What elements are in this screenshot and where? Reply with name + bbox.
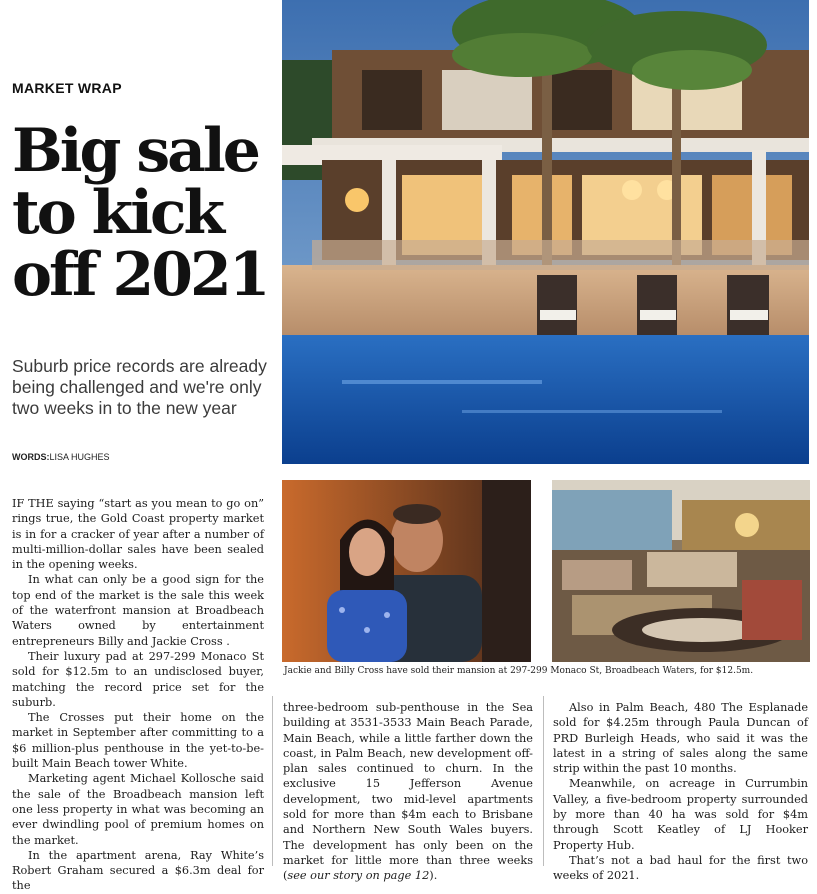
couple-photo [282, 480, 531, 662]
paragraph: The Crosses put their home on the market in September after committing to a $6 million-plus penthouse in the yet-to-be-built Main Beach tower White. [12, 711, 264, 771]
paragraph [283, 700, 533, 884]
interior-photo [552, 480, 810, 662]
headline [12, 116, 280, 310]
headline-line: off 2021 [12, 240, 268, 310]
byline [12, 452, 110, 462]
paragraph: Also in Palm Beach, 480 The Esplanade sold for $4.25m through Paula Duncan of PRD Burleigh Heads, who said it was the latest in a string of sales along the same strip within the past 10 months. [553, 701, 808, 776]
photo-caption: Jackie and Billy Cross have sold their mansion at 297-299 Monaco St, Broadbeach Waters, for $12.5m. [284, 666, 754, 676]
section-kicker: MARKET WRAP [12, 80, 122, 96]
hero-photo [282, 0, 809, 464]
paragraph: That’s not a bad haul for the first two weeks of 2021. [553, 853, 808, 883]
couple-portrait-image [282, 480, 531, 662]
body-column-3 [553, 700, 808, 884]
paragraph-text: three-bedroom sub-penthouse in the Sea building at 3531-3533 Main Beach Parade, Main Beach, while a little farther down the coast, in Palm Beach, new development off-plan sales continued to churn. In the exclusive 15 Jefferson Avenue development, two mid-level apartments sold for more than $4m each to Brisbane and Northern New South Wales buyers. The development has only been on the market for little more than three weeks ( [283, 701, 533, 883]
paragraph: IF THE saying “start as you mean to go on” rings true, the Gold Coast property market is in for a cracker of year after a number of multi-million-dollar sales have been sealed in the opening weeks. [12, 497, 264, 572]
paragraph: Marketing agent Michael Kollosche said the sale of the Broadbeach mansion left one less property in what was becoming an ever dwindling pool of premium homes on the market. [12, 772, 264, 847]
body-column-2 [283, 700, 533, 884]
headline-line: to kick [12, 178, 223, 248]
headline-line: Big sale [12, 116, 258, 186]
column-divider [543, 696, 544, 866]
byline-label: WORDS: [12, 452, 50, 462]
paragraph: Meanwhile, on acreage in Currumbin Valley, a five-bedroom property surrounded by more than 40 ha was sold for $4m through Scott Keatley of LJ Hooker Property Hub. [553, 777, 808, 852]
story-reference: see our story on page 12 [287, 869, 430, 883]
paragraph: In the apartment arena, Ray White’s Robert Graham secured a $6.3m deal for the [12, 848, 264, 893]
byline-name: LISA HUGHES [49, 452, 110, 462]
column-divider [272, 696, 273, 866]
living-room-image [552, 480, 810, 662]
mansion-pool-image [282, 0, 809, 464]
paragraph: Their luxury pad at 297-299 Monaco St sold for $12.5m to an undisclosed buyer, matching the record price set for the suburb. [12, 649, 264, 709]
standfirst: Suburb price records are already being challenged and we're only two weeks in to the new year [12, 356, 267, 418]
paragraph: In what can only be a good sign for the top end of the market is the sale this week of the waterfront mansion at Broadbeach Waters owned by entertainment entrepreneurs Billy and Jackie Cross . [12, 573, 264, 648]
paragraph-end: ). [429, 869, 438, 883]
body-column-1 [12, 496, 264, 894]
